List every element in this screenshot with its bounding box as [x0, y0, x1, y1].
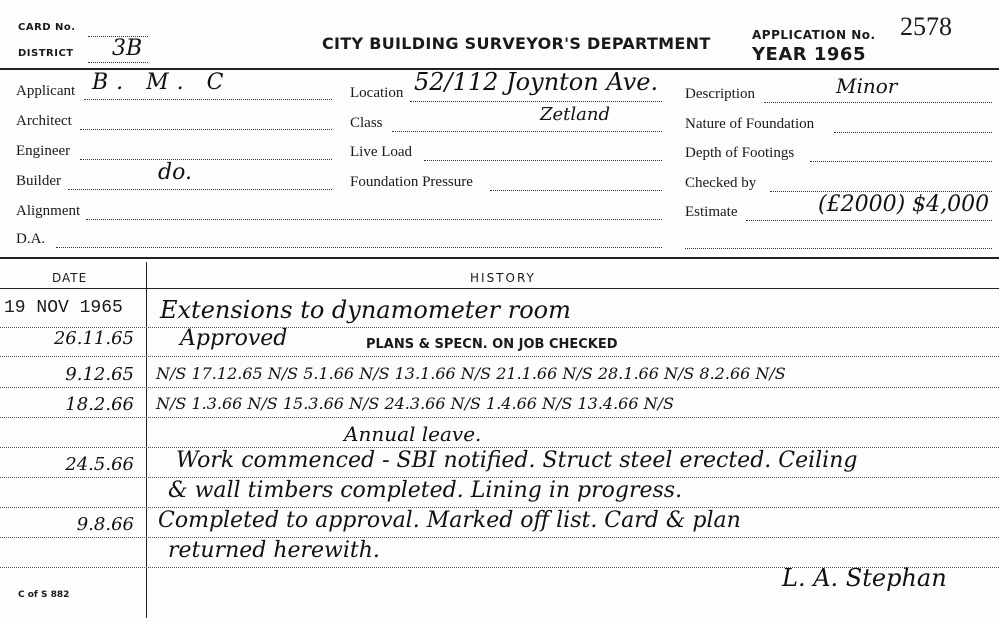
history-date: 9.8.66	[76, 514, 134, 535]
builder-value: do.	[158, 160, 192, 185]
description-label: Description	[685, 86, 755, 102]
history-date: 18.2.66	[65, 394, 134, 415]
applicant-line	[84, 99, 332, 100]
history-text: Work commenced - SBI notified. Struct steel erected. Ceiling	[176, 448, 858, 473]
class-label: Class	[350, 115, 383, 131]
builder-label: Builder	[16, 173, 61, 189]
district-line	[88, 62, 148, 63]
estimate-label: Estimate	[685, 204, 738, 220]
row-rule	[0, 356, 999, 357]
foundation-pressure-line	[490, 190, 662, 191]
description-value: Minor	[836, 74, 898, 98]
row-rule	[0, 387, 999, 388]
location-line	[410, 101, 662, 102]
date-header: DATE	[52, 271, 88, 285]
nature-of-foundation-line	[834, 132, 992, 133]
history-date: 9.12.65	[65, 364, 134, 385]
alignment-line	[86, 219, 662, 220]
estimate-line	[746, 220, 992, 221]
location-value: 52/112 Joynton Ave.	[414, 68, 659, 96]
depth-of-footings-label: Depth of Footings	[685, 145, 795, 161]
nature-of-foundation-label: Nature of Foundation	[685, 116, 815, 132]
history-text: Annual leave.	[344, 422, 482, 446]
application-no-value: 2578	[900, 12, 952, 41]
builder-line	[68, 189, 332, 190]
history-text: Completed to approval. Marked off list. Card & plan	[158, 508, 741, 533]
class-value: Zetland	[540, 104, 610, 125]
history-date: 26.11.65	[53, 328, 134, 349]
engineer-line	[80, 159, 332, 160]
department-title: CITY BUILDING SURVEYOR'S DEPARTMENT	[322, 34, 711, 53]
da-line	[56, 247, 662, 248]
live-load-label: Live Load	[350, 144, 413, 160]
row-rule	[0, 417, 999, 418]
row-rule	[0, 537, 999, 538]
extra-line	[685, 248, 992, 249]
year-label: YEAR 1965	[752, 44, 866, 65]
checked-stamp: PLANS & SPECN. ON JOB CHECKED	[366, 337, 618, 352]
card-no-label: CARD No.	[18, 22, 76, 33]
history-header: HISTORY	[470, 271, 536, 285]
location-label: Location	[350, 85, 404, 101]
row-rule	[0, 327, 999, 328]
description-line	[764, 102, 992, 103]
history-text: returned herewith.	[168, 538, 380, 563]
history-text: N/S 17.12.65 N/S 5.1.66 N/S 13.1.66 N/S 21.1.66 N/S 28.1.66 N/S 8.2.66 N/S	[156, 364, 786, 383]
alignment-label: Alignment	[16, 203, 81, 219]
history-date: 19 NOV 1965	[4, 298, 123, 318]
architect-line	[80, 129, 332, 130]
engineer-label: Engineer	[16, 143, 71, 159]
class-line	[392, 131, 662, 132]
applicant-label: Applicant	[16, 83, 76, 99]
live-load-line	[424, 160, 662, 161]
history-header-rule	[0, 288, 999, 289]
date-column-divider	[146, 262, 147, 618]
district-label: DISTRICT	[18, 48, 74, 59]
architect-label: Architect	[16, 113, 72, 129]
applicant-value: B. M. C	[92, 70, 232, 95]
foundation-pressure-label: Foundation Pressure	[350, 174, 473, 190]
checked-by-label: Checked by	[685, 175, 757, 191]
history-date: 24.5.66	[65, 454, 134, 475]
application-no-label: APPLICATION No.	[752, 28, 876, 42]
depth-of-footings-line	[810, 161, 992, 162]
signature: L. A. Stephan	[782, 564, 947, 592]
history-text: Extensions to dynamometer room	[160, 296, 571, 324]
estimate-value: (£2000) $4,000	[818, 192, 990, 217]
history-text: & wall timbers completed. Lining in progress.	[168, 478, 683, 503]
da-label: D.A.	[16, 231, 46, 247]
history-text: Approved	[180, 326, 288, 351]
history-top-divider	[0, 257, 999, 259]
history-text: N/S 1.3.66 N/S 15.3.66 N/S 24.3.66 N/S 1.4.66 N/S 13.4.66 N/S	[156, 394, 674, 413]
district-value: 3B	[112, 36, 143, 61]
form-code: C of S 882	[18, 590, 70, 600]
